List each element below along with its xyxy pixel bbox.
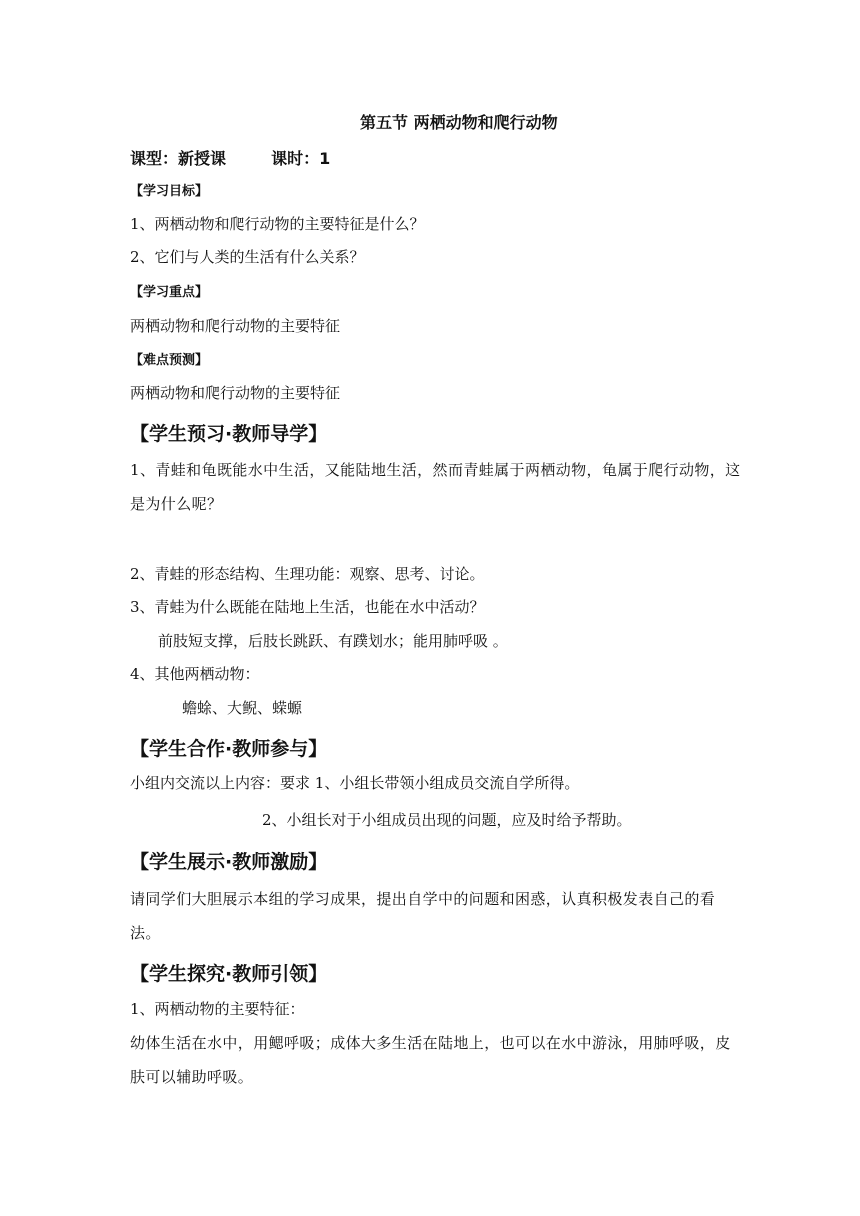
section-cooperation-heading: 【学生合作·教师参与】 xyxy=(130,738,328,760)
preview-question-1: 1、青蛙和龟既能水中生活，又能陆地生活，然而青蛙属于两栖动物，龟属于爬行动物，这是为什么呢？ xyxy=(130,461,741,513)
display-text: 请同学们大胆展示本组的学习成果，提出自学中的问题和困惑，认真积极发表自己的看法。 xyxy=(130,890,716,942)
lesson-type: 课型：新授课 xyxy=(130,149,227,168)
goals-heading: 【学习目标】 xyxy=(130,184,209,199)
section-explore-heading: 【学生探究·教师引领】 xyxy=(130,963,328,985)
preview-question-2: 2、青蛙的形态结构、生理功能：观察、思考、讨论。 xyxy=(130,565,485,583)
preview-answer-4: 蟾蜍、大鲵、蝾螈 xyxy=(182,699,303,717)
preview-answer-3: 前肢短支撑，后肢长跳跃、有蹼划水；能用肺呼吸 。 xyxy=(158,632,508,650)
focus-heading: 【学习重点】 xyxy=(130,285,209,300)
explore-item-1: 1、两栖动物的主要特征： xyxy=(130,1000,305,1018)
section-display-heading: 【学生展示·教师激励】 xyxy=(130,851,328,873)
cooperation-line-2: 2、小组长对于小组成员出现的问题，应及时给予帮助。 xyxy=(262,811,632,829)
lesson-hours: 课时：1 xyxy=(271,149,331,168)
preview-question-3: 3、青蛙为什么既能在陆地上生活，也能在水中活动？ xyxy=(130,598,485,616)
section-preview-heading: 【学生预习·教师导学】 xyxy=(130,423,328,445)
goal-item-2: 2、它们与人类的生活有什么关系？ xyxy=(130,248,365,266)
focus-text: 两栖动物和爬行动物的主要特征 xyxy=(130,317,341,335)
page-title: 第五节 两栖动物和爬行动物 xyxy=(360,113,558,132)
preview-question-4: 4、其他两栖动物： xyxy=(130,665,260,683)
goal-item-1: 1、两栖动物和爬行动物的主要特征是什么？ xyxy=(130,215,425,233)
cooperation-line-1: 小组内交流以上内容：要求 1、小组长带领小组成员交流自学所得。 xyxy=(130,774,580,792)
difficulty-heading: 【难点预测】 xyxy=(130,353,209,368)
explore-item-1-text: 幼体生活在水中，用鳃呼吸；成体大多生活在陆地上，也可以在水中游泳，用肺呼吸，皮肤可以辅助呼吸。 xyxy=(130,1034,731,1086)
difficulty-text: 两栖动物和爬行动物的主要特征 xyxy=(130,384,341,402)
lesson-meta xyxy=(130,146,330,169)
